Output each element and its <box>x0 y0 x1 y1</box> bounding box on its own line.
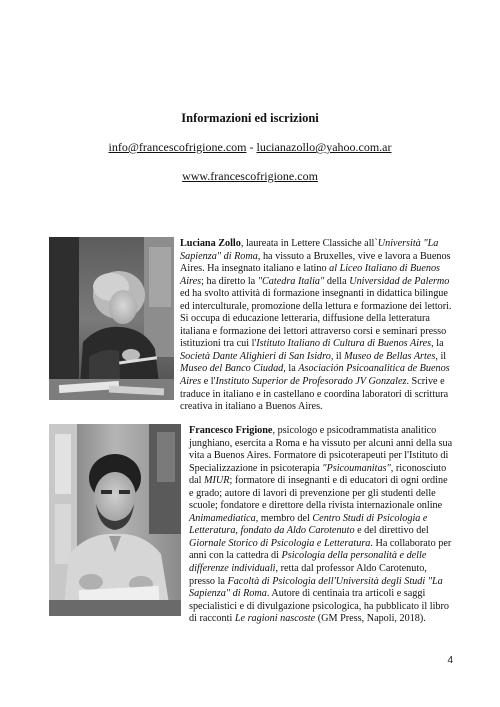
bio-italic: Istituto Italiano di Cultura di Buenos Aires <box>256 338 432 350</box>
bio-text: , il <box>330 350 345 362</box>
website-link[interactable]: www.francescofrigione.com <box>182 169 318 183</box>
bio-italic: Università "La Sapienza" di Roma <box>180 238 439 262</box>
bio-text: della <box>324 275 350 287</box>
bio-name: Francesco Frigione <box>189 425 273 436</box>
email-link-luciana[interactable]: lucianazollo@yahoo.com.ar <box>256 140 392 154</box>
email-separator: - <box>246 140 257 154</box>
bio-italic: al Liceo Italiano di Buenos Aires <box>180 263 441 287</box>
contact-emails <box>0 140 500 155</box>
bio-text: , laureata in Lettere Classiche all` <box>240 238 378 249</box>
bio-italic: Facoltà di Psicologia dell'Università degli Studi "La Sapienza" di Roma <box>189 575 443 600</box>
bio-italic: Giornale Storico di Psicologia e Letteratura <box>189 537 371 549</box>
portrait-image-francesco <box>49 424 181 616</box>
section-heading: Informazioni ed iscrizioni <box>181 111 319 125</box>
bio-italic: Centro Studi di Psicologia e Letteratura, fondato da Aldo Carotenuto <box>189 512 428 537</box>
bio-francesco-frigione <box>189 425 453 626</box>
bio-italic: "Psicoumanitas" <box>322 462 391 474</box>
bio-italic: Società Dante Alighieri di San Isidro <box>180 350 331 362</box>
contact-website <box>0 169 500 184</box>
bio-text: e del direttivo del <box>354 525 429 537</box>
bio-italic: Museo del Banco Ciudad <box>180 363 284 375</box>
bio-italic: Le ragioni nascoste <box>234 613 316 625</box>
bio-italic: MIUR <box>204 475 230 487</box>
bio-italic: Psicologia della personalità e delle differenze individuali <box>189 550 427 575</box>
portrait-image-luciana <box>49 237 174 400</box>
bio-text: ; formatore di insegnanti e di educatori di ogni ordine e grado; autore di lavori di prevenzione per gli studenti delle scuole; fondatore e direttore della rivista internazionale online <box>189 475 448 512</box>
bio-text: , membro del <box>255 512 313 524</box>
bio-text: e l' <box>201 376 216 388</box>
bio-text: , il <box>435 350 447 362</box>
bio-italic: Museo de Bellas Artes <box>344 350 436 362</box>
bio-text: ; ha diretto la <box>201 275 258 287</box>
bio-text: . Ha collaborato per anni con la cattedra di <box>189 537 452 562</box>
email-link-info[interactable]: info@francescofrigione.com <box>108 140 247 154</box>
bio-luciana-zollo <box>180 238 453 414</box>
bio-italic: "Catedra Italia" <box>257 275 325 287</box>
bio-name: Luciana Zollo <box>180 238 241 249</box>
bio-italic: Universidad de Palermo <box>349 275 450 287</box>
bio-text: ed ha svolto attività di formazione insegnanti in didattica bilingue ed interculturale, promozione della lettura e formazione dei lettori. Si occupa di educazione letteraria, diffusione della letteratura italiana e formazione dei lettori attraverso corsi e seminari presso istituzioni tra cui l' <box>180 288 452 350</box>
bio-text: , ha vissuto a Bruxelles, vive e lavora a Buenos Aires. Ha insegnato italiano e latino <box>180 250 451 275</box>
portrait-photo-luciana-zollo <box>49 237 174 400</box>
bio-text: , retta dal professor Aldo Carotenuto, presso la <box>189 563 427 587</box>
bio-text: , riconosciuto dal <box>189 462 447 487</box>
bio-italic: Animamediatica <box>189 512 256 524</box>
bio-text: (GM Press, Napoli, 2018). <box>315 613 426 625</box>
bio-text: , la <box>283 363 299 375</box>
bio-text: . Scrive e traduce in italiano e in castellano e coordina laboratori di scrittura creativa in italiano a Buenos Aires. <box>180 376 449 413</box>
bio-text: , psicologo e psicodrammatista analitico junghiano, esercita a Roma e ha vissuto per alcuni anni della sua vita a Buenos Aires. Formatore di psicoterapeuti per l'Istituto di Specializzazione in psicoterapia <box>189 425 453 474</box>
page-number: 4 <box>447 655 453 666</box>
bio-italic: Instituto Superior de Profesorado JV Gonzalez <box>215 376 407 388</box>
bio-text: , la <box>431 338 444 350</box>
bio-text: . Autore di centinaia tra articoli e saggi specialistici e di divulgazione psicologica, ha pubblicato il libro di racconti <box>189 588 449 625</box>
bio-italic: Asociación Psicoanalitica de Buenos Aires <box>180 363 450 388</box>
portrait-photo-francesco-frigione <box>49 424 181 616</box>
